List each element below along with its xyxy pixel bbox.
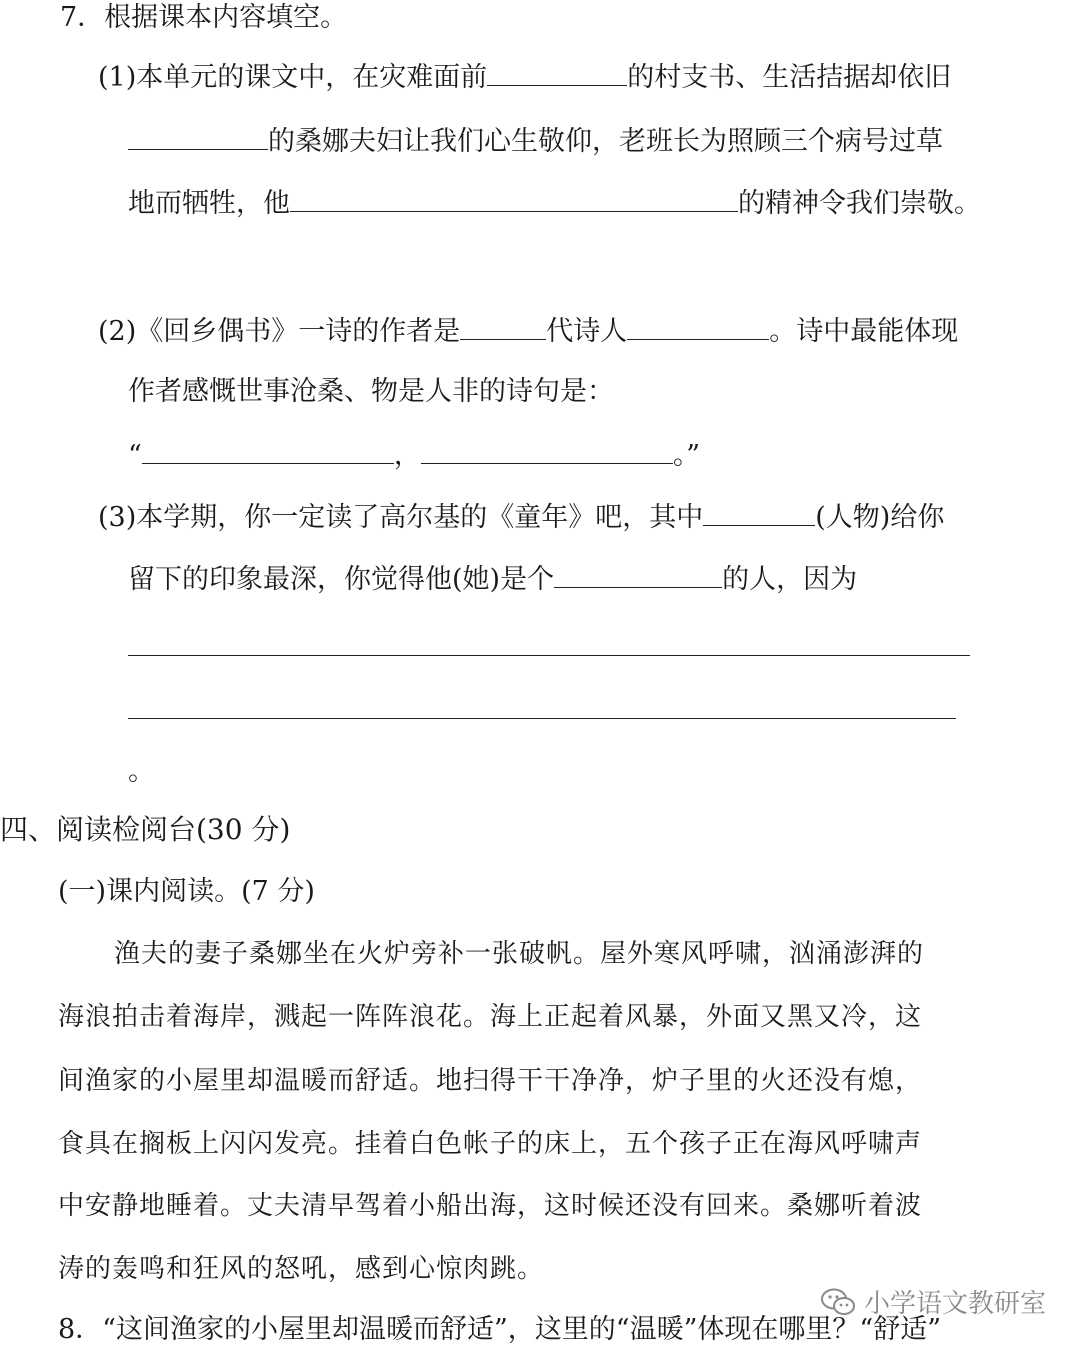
answer-blank[interactable] xyxy=(627,313,769,340)
q7-p3-line1 xyxy=(98,498,944,538)
answer-blank[interactable] xyxy=(460,313,546,340)
passage-line: 涛的轰鸣和狂风的怒吼，感到心惊肉跳。 xyxy=(58,1254,545,1284)
q7-p1-line3 xyxy=(128,184,981,224)
answer-blank[interactable] xyxy=(142,437,394,464)
wechat-icon xyxy=(820,1287,856,1317)
answer-blank[interactable] xyxy=(703,499,815,526)
section-subtitle: (一)课内阅读。(7 分) xyxy=(58,876,315,907)
q7-p2-text: 。诗中最能体现 xyxy=(769,316,959,347)
passage-line: 中安静地睡着。丈夫清早驾着小船出海，这时候还没有回来。桑娜听着波 xyxy=(58,1191,923,1221)
q7-p3-text: 的人，因为 xyxy=(722,564,858,595)
q7-p2-text: (2)《回乡偶书》一诗的作者是 xyxy=(98,316,461,347)
passage-line: 渔夫的妻子桑娜坐在火炉旁补一张破帆。屋外寒风呼啸，汹涌澎湃的 xyxy=(114,939,925,969)
q7-p1-text: 的桑娜夫妇让我们心生敬仰，老班长为照顾三个病号过草 xyxy=(268,126,943,157)
comma: ， xyxy=(393,440,421,471)
section-title: 四、阅读检阅台(30 分) xyxy=(0,813,291,846)
q7-p1-text: (1)本单元的课文中，在灾难面前 xyxy=(98,62,488,93)
answer-blank[interactable] xyxy=(128,123,268,150)
q7-p3-line2 xyxy=(128,560,857,600)
q7-p3-text: (人物)给你 xyxy=(815,502,945,533)
open-quote: “ xyxy=(128,440,142,471)
q7-p3-text: 留下的印象最深，你觉得他(她)是个 xyxy=(128,564,555,595)
q7-p2-text: 代诗人 xyxy=(546,316,628,347)
q7-p1-line2 xyxy=(128,122,943,162)
watermark-text: 小学语文教研室 xyxy=(863,1289,1046,1319)
answer-blank[interactable] xyxy=(421,437,673,464)
q7-p1-text: 的精神令我们崇敬。 xyxy=(738,188,981,219)
q7-p1-text: 的村支书、生活拮据却依旧 xyxy=(627,62,952,93)
close-quote: 。” xyxy=(672,440,701,471)
q7-p1-text: 地而牺牲，他 xyxy=(128,188,290,219)
q7-p3-text: (3)本学期，你一定读了高尔基的《童年》吧，其中 xyxy=(98,502,704,533)
answer-blank[interactable] xyxy=(554,561,722,588)
passage-line: 海浪拍击着海岸，溅起一阵阵浪花。海上正起着风暴，外面又黑又冷，这 xyxy=(58,1002,923,1032)
answer-blank[interactable] xyxy=(487,59,627,86)
q7-header: 7．根据课本内容填空。 xyxy=(60,2,348,33)
answer-blank[interactable] xyxy=(290,185,738,212)
q7-p1-line1 xyxy=(98,58,951,98)
q8-text: 8．“这间渔家的小屋里却温暖而舒适”，这里的“温暖”体现在哪里？“舒适” xyxy=(58,1314,941,1345)
q7-p2-line3 xyxy=(128,436,700,476)
watermark xyxy=(820,1283,1046,1320)
passage-line: 间渔家的小屋里却温暖而舒适。地扫得干干净净，炉子里的火还没有熄， xyxy=(58,1066,923,1096)
q7-p2-line2: 作者感慨世事沧桑、物是人非的诗句是： xyxy=(128,376,614,407)
passage-line: 食具在搁板上闪闪发亮。挂着白色帐子的床上，五个孩子正在海风呼啸声 xyxy=(58,1129,923,1159)
q7-p3-end: 。 xyxy=(128,756,155,787)
answer-line[interactable] xyxy=(128,655,970,656)
q7-p2-line1 xyxy=(98,312,958,352)
answer-line[interactable] xyxy=(128,718,956,719)
